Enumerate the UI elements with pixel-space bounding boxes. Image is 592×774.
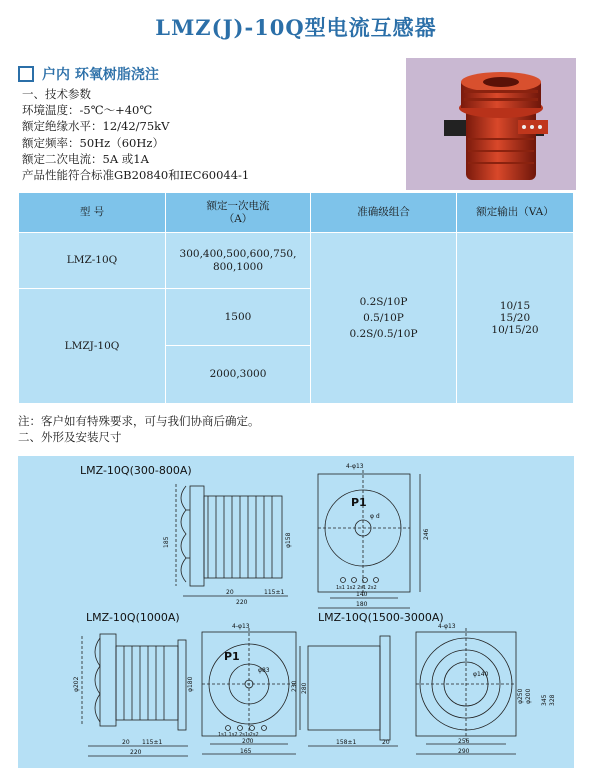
dim-label: 20 (382, 739, 390, 746)
dim-label: 290 (458, 748, 470, 755)
dim-label: 140 (356, 591, 368, 598)
dim-label: 200 (242, 738, 254, 745)
drawing-1-side (163, 484, 292, 606)
terminal-p1-label: P1 (351, 496, 367, 509)
parameter-table (18, 192, 574, 404)
current-cell: 2000,3000 (166, 345, 311, 403)
header-model: 型 号 (19, 193, 166, 233)
dim-label: 180 (356, 601, 368, 608)
dim-label: 4-φ13 (346, 463, 364, 470)
transformer-image (406, 58, 576, 190)
spec-line: 环境温度：-5℃～+40℃ (22, 103, 153, 118)
square-bullet-icon (18, 66, 34, 82)
drawing-3-front (416, 623, 556, 755)
dim-label: 280 (301, 682, 308, 694)
dim-label: 256 (458, 738, 470, 745)
dim-label: φ202 (73, 676, 80, 692)
dim-label: 115±1 (264, 589, 285, 596)
dims-heading: 二、外形及安装尺寸 (18, 430, 122, 444)
dim-label: 220 (130, 749, 142, 756)
header-accuracy: 准确级组合 (311, 193, 457, 233)
dim-label: φ83 (258, 667, 270, 674)
dim-label: 246 (423, 528, 430, 540)
dim-label: φ d (370, 513, 380, 520)
dim-label: 165 (240, 748, 252, 755)
dim-label: 158±1 (336, 739, 357, 746)
dim-label: φ180 (187, 676, 194, 692)
terminal-labels: 1s1 1s2 2s1 2s2 (336, 585, 377, 591)
dim-label: 20 (122, 739, 130, 746)
dim-label: 230 (291, 680, 298, 692)
note-text: 注：客户如有特殊要求，可与我们协商后确定。 (18, 414, 260, 428)
dim-label: 20 (226, 589, 234, 596)
output-cell: 10/15 15/20 10/15/20 (457, 233, 574, 404)
accuracy-cell: 0.2S/10P 0.5/10P 0.2S/0.5/10P (311, 233, 457, 404)
drawing-1-front (318, 463, 430, 608)
model-cell: LMZJ-10Q (19, 289, 166, 404)
page-title: LMZ(J)-10Q型电流互感器 (155, 15, 437, 40)
dim-label: 4-φ13 (438, 623, 456, 630)
spec-line: 额定绝缘水平：12/42/75kV (22, 119, 170, 134)
dim-label: 328 (549, 694, 556, 706)
header-output: 额定输出（VA） (457, 193, 574, 233)
dim-label: 185 (163, 536, 170, 548)
spec-heading: 一、技术参数 (22, 87, 91, 101)
current-cell: 300,400,500,600,750, 800,1000 (166, 233, 311, 289)
dim-label: 220 (236, 599, 248, 606)
drawing-title: LMZ-10Q(300-800A) (80, 464, 192, 477)
model-cell: LMZ-10Q (19, 233, 166, 289)
spec-line: 产品性能符合标准GB20840和IEC60044-1 (22, 168, 250, 183)
drawing-2-side (73, 634, 194, 756)
drawing-panel (18, 456, 574, 768)
dim-label: φ158 (285, 532, 292, 548)
drawing-title: LMZ-10Q(1000A) (86, 611, 180, 624)
spec-list (22, 86, 249, 183)
spec-line: 额定频率：50Hz（60Hz） (22, 135, 164, 150)
dim-label: φ250 (517, 688, 524, 704)
drawing-title: LMZ-10Q(1500-3000A) (318, 611, 444, 624)
terminal-labels: 1s1 1s2 2s1 2s2 (218, 732, 259, 738)
technical-drawing (18, 456, 574, 768)
notes (18, 413, 260, 445)
terminal-p1-label: P1 (224, 650, 240, 663)
dim-label: 115±1 (142, 739, 163, 746)
section-heading (18, 64, 159, 84)
spec-line: 额定二次电流：5A 或1A (22, 151, 149, 166)
dim-label: φ140 (473, 671, 489, 678)
dim-label: 4-φ13 (232, 623, 250, 630)
section-label: 户内 环氧树脂浇注 (42, 67, 159, 83)
dim-label: φ200 (525, 688, 532, 704)
current-cell: 1500 (166, 289, 311, 345)
dim-label: 345 (541, 694, 548, 706)
header-current: 额定一次电流 （A） (166, 193, 311, 233)
product-photo (406, 58, 576, 190)
